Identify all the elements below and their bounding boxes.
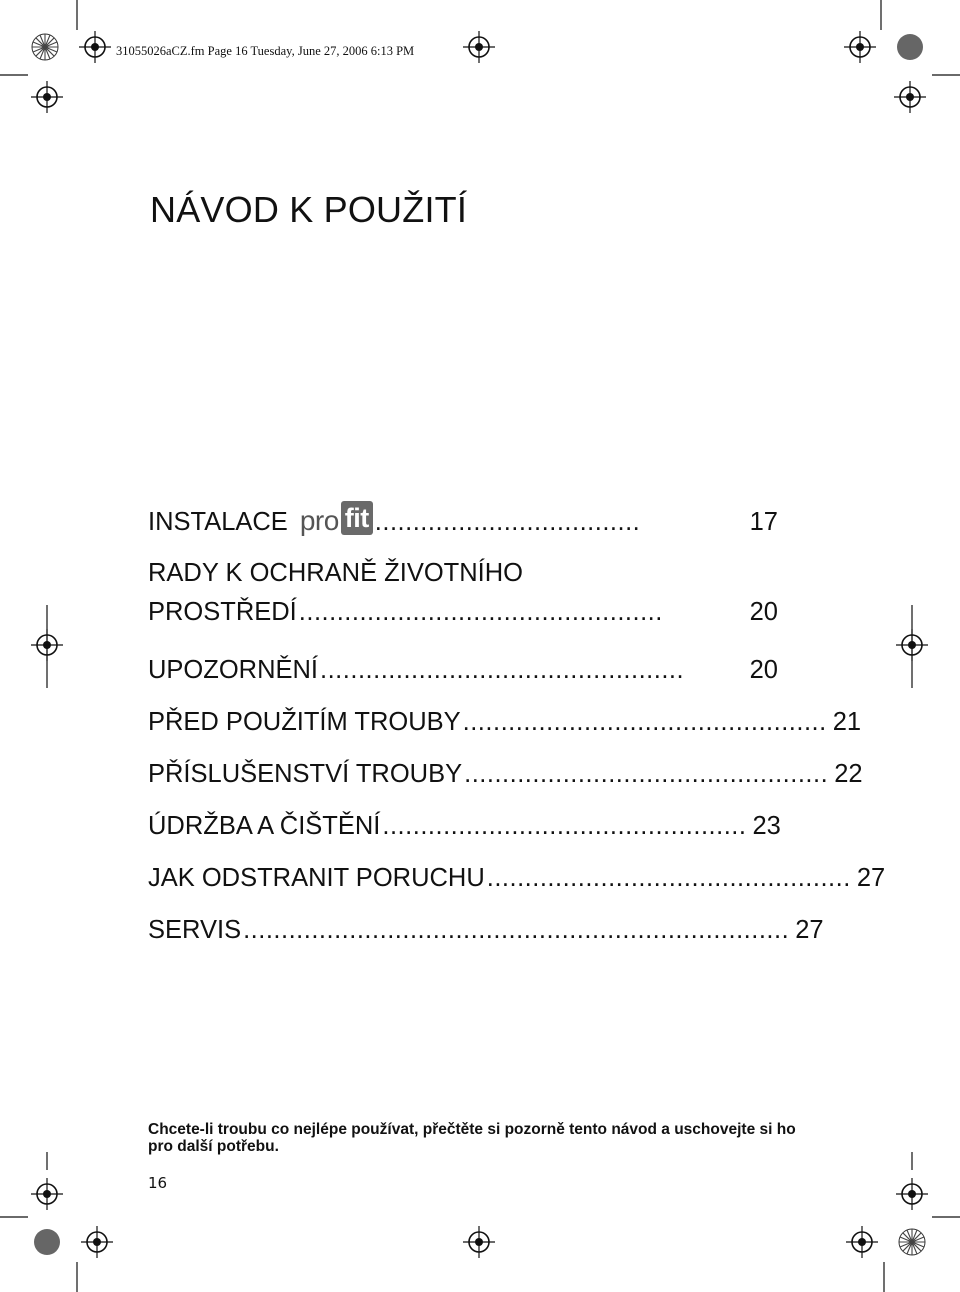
toc-entry-upozorneni[interactable] [148, 644, 778, 696]
print-info-header: 31055026aCZ.fm Page 16 Tuesday, June 27, 2006 6:13 PM [116, 44, 415, 58]
toc-leader-dots: ................................................ [382, 812, 747, 840]
star-target-top-left [32, 34, 58, 60]
toc-entry-servis[interactable] [148, 904, 824, 956]
toc-page-number: 22 [834, 760, 863, 788]
registration-mark-top-left [79, 31, 111, 63]
toc-entry-udrzba[interactable] [148, 800, 781, 852]
toc-label: INSTALACE [148, 508, 288, 536]
registration-mark-top-left-lower [31, 81, 63, 113]
profit-logo [300, 501, 373, 535]
toc-label: JAK ODSTRANIT PORUCHU [148, 864, 485, 892]
toc-entry-porucha[interactable] [148, 852, 886, 904]
registration-mark-top-center [463, 31, 495, 63]
toc-leader-dots: ................................... [374, 508, 641, 536]
registration-mark-bottom-right-upper [896, 1178, 928, 1210]
toc-label: SERVIS [148, 916, 242, 944]
toc-page-number: 23 [752, 812, 781, 840]
toc-label: PŘED POUŽITÍM TROUBY [148, 708, 461, 736]
toc-page-number: 27 [795, 916, 824, 944]
toc-leader-dots: ................................................ [486, 864, 851, 892]
toc-label: UPOZORNĚNÍ [148, 656, 319, 684]
toc-leader-dots: ........................................................................ [243, 916, 790, 944]
toc-label: PŘÍSLUŠENSTVÍ TROUBY [148, 760, 463, 788]
toc-page-number: 21 [832, 708, 862, 736]
page-title: NÁVOD K POUŽITÍ [150, 189, 468, 230]
toc-label: PROSTŘEDÍ [148, 598, 297, 626]
star-target-bottom-left [34, 1229, 60, 1255]
registration-mark-middle-right [896, 629, 928, 661]
registration-mark-middle-left [31, 629, 63, 661]
profit-logo-pro: pro [299, 505, 339, 536]
star-target-top-right [897, 34, 923, 60]
toc-entry-pred-pouzitim[interactable] [148, 696, 862, 748]
usage-note: Chcete-li troubu co nejlépe používat, přečtěte si pozorně tento návod a uschovejte si ho pro další potřebu. [148, 1121, 796, 1155]
page-number: 16 [148, 1174, 168, 1192]
toc-page-number: 27 [856, 864, 886, 892]
toc-page-number: 17 [749, 508, 778, 536]
toc-leader-dots: ................................................ [464, 760, 829, 788]
toc-label: RADY K OCHRANĚ ŽIVOTNÍHO [148, 559, 523, 587]
toc-leader-dots: ................................................ [320, 656, 685, 684]
toc-page-number: 20 [749, 656, 778, 684]
toc-page-number: 20 [749, 598, 778, 626]
registration-mark-bottom-center [463, 1226, 495, 1258]
toc-leader-dots: ................................................ [462, 708, 827, 736]
toc-leader-dots: ................................................ [298, 598, 663, 626]
registration-mark-bottom-left [81, 1226, 113, 1258]
star-target-bottom-right [899, 1229, 925, 1255]
toc-entry-rady-line1[interactable] [148, 548, 778, 598]
registration-mark-top-right [844, 31, 876, 63]
table-of-contents [148, 496, 886, 956]
toc-label: ÚDRŽBA A ČIŠTĚNÍ [148, 812, 381, 840]
registration-mark-bottom-right [846, 1226, 878, 1258]
registration-mark-top-right-lower [894, 81, 926, 113]
profit-logo-fit: fit [341, 501, 373, 535]
toc-entry-instalace[interactable] [148, 496, 778, 548]
toc-entry-prislusenstvi[interactable] [148, 748, 863, 800]
toc-entry-rady-line2[interactable] [148, 594, 778, 644]
registration-mark-bottom-left-upper [31, 1178, 63, 1210]
